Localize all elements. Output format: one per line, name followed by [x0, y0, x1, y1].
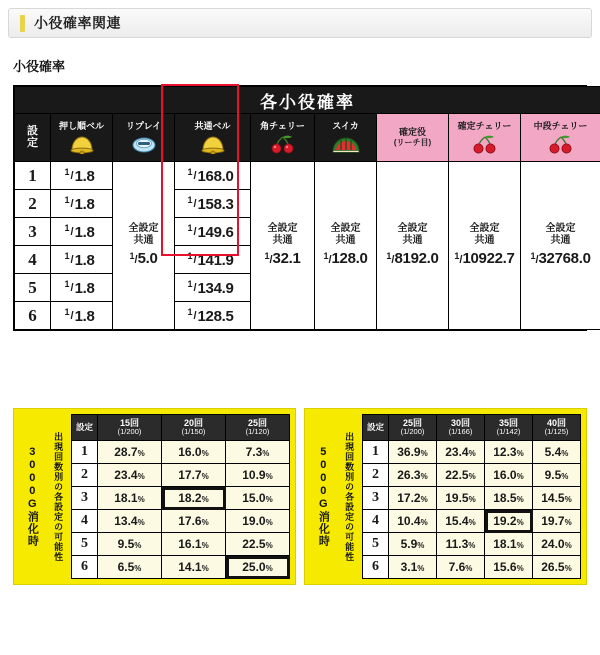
percent-sign: % [266, 518, 273, 527]
cell-value [389, 487, 437, 510]
header-col-25 [226, 415, 290, 441]
percent-sign: % [266, 495, 273, 504]
cell-value [485, 533, 533, 556]
fraction-numerator: 1 [129, 251, 134, 261]
replay-icon [113, 132, 174, 154]
table-row [363, 533, 581, 556]
value: 17.2 [397, 491, 420, 505]
percent-sign: % [561, 472, 568, 481]
cell-value [162, 464, 226, 487]
cell-kakutei-cherry-allset: 全設定 共通 1/10922.7 [449, 162, 521, 330]
cell-value [533, 441, 581, 464]
row-setting: 3 [363, 487, 389, 510]
fraction-numerator: 1 [264, 251, 269, 261]
cell-value-highlighted [485, 510, 533, 533]
value: 18.1 [114, 491, 137, 505]
cell-suika-allset: 全設定 共通 1/128.0 [315, 162, 377, 330]
section-heading: 小役確率 [13, 56, 600, 75]
percent-sign: % [517, 564, 524, 573]
header-setting [15, 114, 51, 162]
percent-sign: % [421, 449, 428, 458]
fraction-denominator: 1.8 [75, 280, 95, 297]
row-setting: 6 [363, 556, 389, 579]
header-col-sublabel: (1/142) [486, 428, 531, 437]
percent-sign: % [138, 518, 145, 527]
percent-sign: % [134, 541, 141, 550]
percent-sign: % [517, 495, 524, 504]
percent-sign: % [468, 541, 475, 550]
percent-sign: % [565, 541, 572, 550]
possibility-panels [13, 408, 587, 585]
fraction-denominator: 134.9 [198, 280, 234, 297]
cell-value [533, 487, 581, 510]
header-setting-label: 設 定 [27, 125, 38, 149]
panel-3000g-vlabel: 3000G消化時 [19, 414, 45, 579]
cell-value [437, 441, 485, 464]
value: 17.7 [178, 468, 201, 482]
value: 26.5 [541, 560, 564, 574]
cell-value [98, 487, 162, 510]
header-col-chuudan-cherry [521, 114, 600, 162]
value: 13.4 [114, 514, 137, 528]
fraction-numerator: 1 [323, 251, 328, 261]
table-header-row [363, 415, 581, 441]
value: 36.9 [397, 445, 420, 459]
cell-value [98, 464, 162, 487]
fraction-numerator: 1 [64, 279, 69, 289]
fraction-numerator: 1 [530, 251, 535, 261]
value: 24.0 [541, 537, 564, 551]
table-row [363, 464, 581, 487]
fraction-numerator: 1 [64, 167, 69, 177]
header-col-suika [315, 114, 377, 162]
table-row [363, 510, 581, 533]
cell-value [437, 510, 485, 533]
fraction-denominator: 158.3 [198, 196, 234, 213]
value: 23.4 [114, 468, 137, 482]
header-col-label: 中段チェリー [521, 121, 600, 131]
percent-sign: % [202, 449, 209, 458]
value: 14.5 [541, 491, 564, 505]
allset-label: 全設定 共通 [377, 223, 448, 246]
cell-value [226, 487, 290, 510]
table-row [72, 441, 290, 464]
percent-sign: % [469, 518, 476, 527]
fraction-denominator: 1.8 [75, 308, 95, 325]
header-col-sublabel: (1/120) [227, 428, 288, 437]
fraction-numerator: 1 [454, 251, 459, 261]
header-col-label: スイカ [315, 121, 376, 131]
small-role-probability-table [13, 85, 587, 331]
value: 18.1 [493, 537, 516, 551]
cell-value [162, 441, 226, 464]
table-row [72, 464, 290, 487]
fraction-denominator: 1.8 [75, 252, 95, 269]
value: 16.0 [178, 445, 201, 459]
cell-kyoutsu-bell: 1 / 134.9 [175, 274, 251, 302]
header-col-label: 30回 [451, 418, 470, 428]
header-setting: 設定 [72, 415, 98, 441]
fraction-denominator: 168.0 [198, 168, 234, 185]
percent-sign: % [202, 518, 209, 527]
fraction-denominator: 1.8 [75, 196, 95, 213]
table-title-row [15, 87, 600, 114]
row-setting: 5 [15, 274, 51, 302]
cell-value [226, 441, 290, 464]
percent-sign: % [202, 495, 209, 504]
value: 10.9 [242, 468, 265, 482]
fraction-numerator: 1 [64, 223, 69, 233]
percent-sign: % [465, 564, 472, 573]
cell-value [98, 556, 162, 579]
bell-icon [175, 132, 250, 154]
cell-value [98, 533, 162, 556]
percent-sign: % [565, 495, 572, 504]
row-setting: 1 [15, 162, 51, 190]
value: 18.2 [178, 491, 201, 505]
header-col-30 [437, 415, 485, 441]
value: 19.7 [541, 514, 564, 528]
header-col-kakutei-cherry [449, 114, 521, 162]
header-col-label: 共通ベル [175, 121, 250, 131]
cell-value [389, 441, 437, 464]
cell-value [485, 487, 533, 510]
header-col-sublabel: (リーチ目) [377, 139, 448, 148]
fraction-denominator: 5.0 [138, 250, 158, 267]
table-row [363, 487, 581, 510]
fraction-denominator: 10922.7 [462, 250, 514, 267]
cell-value [389, 556, 437, 579]
percent-sign: % [266, 472, 273, 481]
cell-value [389, 533, 437, 556]
fraction-numerator: 1 [64, 195, 69, 205]
header-col-15 [98, 415, 162, 441]
cell-kyoutsu-bell: 1 / 158.3 [175, 190, 251, 218]
header-col-label: 15回 [120, 418, 139, 428]
value: 22.5 [445, 468, 468, 482]
row-setting: 3 [72, 487, 98, 510]
header-col-kyoutsu-bell [175, 114, 251, 162]
percent-sign: % [421, 472, 428, 481]
row-setting: 2 [363, 464, 389, 487]
header-col-label: 確定役 [377, 127, 448, 137]
panel-5000g [304, 408, 587, 585]
value: 28.7 [114, 445, 137, 459]
cell-kado-cherry-allset: 全設定 共通 1/32.1 [251, 162, 315, 330]
value: 23.4 [445, 445, 468, 459]
cell-value-highlighted [226, 556, 290, 579]
header-col-label: 25回 [248, 418, 267, 428]
cell-value [162, 533, 226, 556]
cell-value [485, 464, 533, 487]
percent-sign: % [202, 564, 209, 573]
table-header-row [72, 415, 290, 441]
header-col-25 [389, 415, 437, 441]
page-header [8, 8, 592, 38]
allset-label: 全設定 共通 [449, 223, 520, 246]
percent-sign: % [469, 449, 476, 458]
fraction-denominator: 1.8 [75, 224, 95, 241]
value: 25.0 [242, 560, 265, 574]
fraction-numerator: 1 [187, 167, 192, 177]
fraction-numerator: 1 [187, 279, 192, 289]
value: 15.6 [493, 560, 516, 574]
cell-value [226, 464, 290, 487]
header-col-sublabel: (1/150) [163, 428, 224, 437]
percent-sign: % [469, 472, 476, 481]
cell-value [437, 464, 485, 487]
cell-kakutei-yaku-allset: 全設定 共通 1/8192.0 [377, 162, 449, 330]
percent-sign: % [517, 449, 524, 458]
percent-sign: % [266, 564, 273, 573]
cell-value [437, 556, 485, 579]
row-setting: 5 [363, 533, 389, 556]
cell-value [533, 533, 581, 556]
header-col-label: 押し順ベル [51, 121, 112, 131]
cell-value [533, 556, 581, 579]
table-row [72, 533, 290, 556]
header-col-label: 35回 [499, 418, 518, 428]
fraction-numerator: 1 [187, 251, 192, 261]
value: 19.0 [242, 514, 265, 528]
cell-oshijun-bell: 1 / 1.8 [51, 274, 113, 302]
cell-kyoutsu-bell: 1 / 128.5 [175, 302, 251, 330]
value: 15.0 [242, 491, 265, 505]
header-col-kakutei-yaku [377, 114, 449, 162]
fraction-denominator: 128.5 [198, 308, 234, 325]
main-table [14, 86, 600, 330]
table-title: 各小役確率 [15, 87, 600, 114]
header-setting: 設定 [363, 415, 389, 441]
page-root [0, 8, 600, 655]
header-col-label: 角チェリー [251, 121, 314, 131]
percent-sign: % [517, 541, 524, 550]
allset-label: 全設定 共通 [113, 223, 174, 246]
table-5000g [362, 414, 581, 579]
value: 22.5 [242, 537, 265, 551]
value: 26.3 [397, 468, 420, 482]
row-setting: 4 [363, 510, 389, 533]
cell-value [98, 510, 162, 533]
cell-oshijun-bell: 1 / 1.8 [51, 302, 113, 330]
table-row [363, 441, 581, 464]
row-setting: 4 [15, 246, 51, 274]
cell-kyoutsu-bell: 1 / 168.0 [175, 162, 251, 190]
cell-value [389, 510, 437, 533]
value: 19.5 [445, 491, 468, 505]
header-col-replay [113, 114, 175, 162]
header-col-label: リプレイ [113, 121, 174, 131]
allset-label: 全設定 共通 [521, 223, 600, 246]
row-setting: 2 [15, 190, 51, 218]
table-row [72, 556, 290, 579]
cell-value [533, 464, 581, 487]
value: 5.4 [545, 445, 562, 459]
cell-oshijun-bell: 1 / 1.8 [51, 246, 113, 274]
fraction-denominator: 128.0 [332, 250, 368, 267]
percent-sign: % [266, 541, 273, 550]
cell-replay-allset: 全設定 共通 1/5.0 [113, 162, 175, 330]
header-col-sublabel: (1/200) [99, 428, 160, 437]
allset-label: 全設定 共通 [315, 223, 376, 246]
value: 5.9 [401, 537, 418, 551]
value: 7.3 [246, 445, 263, 459]
header-col-sublabel: (1/166) [438, 428, 483, 437]
header-col-40 [533, 415, 581, 441]
header-col-oshijun-bell [51, 114, 113, 162]
watermelon-icon [315, 132, 376, 154]
header-col-kado-cherry [251, 114, 315, 162]
cell-kyoutsu-bell: 1 / 141.9 [175, 246, 251, 274]
percent-sign: % [134, 564, 141, 573]
panel-5000g-vlabel-sub: 出現回数別の各設定の可能性 [336, 414, 362, 579]
percent-sign: % [561, 449, 568, 458]
cell-value [485, 441, 533, 464]
cell-value [226, 533, 290, 556]
percent-sign: % [138, 449, 145, 458]
row-setting: 4 [72, 510, 98, 533]
cherry-icon [449, 132, 520, 154]
value: 9.5 [118, 537, 135, 551]
value: 14.1 [178, 560, 201, 574]
fraction-numerator: 1 [64, 251, 69, 261]
cell-chuudan-cherry-allset: 全設定 共通 1/32768.0 [521, 162, 600, 330]
fraction-denominator: 149.6 [198, 224, 234, 241]
percent-sign: % [202, 541, 209, 550]
fraction-denominator: 32.1 [273, 250, 301, 267]
value: 17.6 [178, 514, 201, 528]
cell-value [533, 510, 581, 533]
row-setting: 5 [72, 533, 98, 556]
percent-sign: % [517, 518, 524, 527]
fraction-denominator: 32768.0 [539, 250, 591, 267]
value: 7.6 [449, 560, 466, 574]
header-accent-bar [20, 15, 25, 32]
percent-sign: % [565, 518, 572, 527]
value: 16.0 [493, 468, 516, 482]
value: 12.3 [493, 445, 516, 459]
cell-oshijun-bell: 1 / 1.8 [51, 218, 113, 246]
panel-5000g-vlabel: 5000G消化時 [310, 414, 336, 579]
percent-sign: % [469, 495, 476, 504]
page-title: 小役確率関連 [34, 13, 121, 33]
fraction-denominator: 1.8 [75, 168, 95, 185]
fraction-numerator: 1 [64, 307, 69, 317]
percent-sign: % [262, 449, 269, 458]
percent-sign: % [421, 495, 428, 504]
cherry-icon [251, 132, 314, 154]
row-setting: 1 [363, 441, 389, 464]
header-col-label: 40回 [547, 418, 566, 428]
cell-oshijun-bell: 1 / 1.8 [51, 190, 113, 218]
cell-value [226, 510, 290, 533]
header-col-35 [485, 415, 533, 441]
value: 18.5 [493, 491, 516, 505]
header-col-sublabel: (1/125) [534, 428, 579, 437]
row-setting: 3 [15, 218, 51, 246]
cell-value [485, 556, 533, 579]
value: 15.4 [445, 514, 468, 528]
fraction-numerator: 1 [187, 307, 192, 317]
cell-kyoutsu-bell: 1 / 149.6 [175, 218, 251, 246]
row-setting: 1 [72, 441, 98, 464]
row-setting: 2 [72, 464, 98, 487]
row-setting: 6 [72, 556, 98, 579]
table-row [15, 162, 600, 190]
fraction-numerator: 1 [386, 251, 391, 261]
cell-value [162, 510, 226, 533]
cell-value [389, 464, 437, 487]
table-row [363, 556, 581, 579]
value: 9.5 [545, 468, 562, 482]
percent-sign: % [202, 472, 209, 481]
header-col-label: 20回 [184, 418, 203, 428]
value: 6.5 [118, 560, 135, 574]
header-col-label: 25回 [403, 418, 422, 428]
table-3000g [71, 414, 290, 579]
percent-sign: % [138, 472, 145, 481]
cell-value [162, 556, 226, 579]
panel-3000g-vlabel-sub: 出現回数別の各設定の可能性 [45, 414, 71, 579]
fraction-denominator: 8192.0 [394, 250, 438, 267]
value: 3.1 [401, 560, 418, 574]
bell-icon [51, 132, 112, 154]
table-row [72, 487, 290, 510]
table-row [72, 510, 290, 533]
cell-value [437, 487, 485, 510]
cell-value [98, 441, 162, 464]
panel-3000g [13, 408, 296, 585]
header-col-label: 確定チェリー [449, 121, 520, 131]
row-setting: 6 [15, 302, 51, 330]
value: 11.3 [446, 537, 469, 551]
cell-value [437, 533, 485, 556]
value: 19.2 [493, 514, 516, 528]
cell-value-highlighted [162, 487, 226, 510]
percent-sign: % [417, 564, 424, 573]
percent-sign: % [417, 541, 424, 550]
cell-oshijun-bell: 1 / 1.8 [51, 162, 113, 190]
header-col-20 [162, 415, 226, 441]
fraction-denominator: 141.9 [198, 252, 234, 269]
percent-sign: % [517, 472, 524, 481]
value: 16.1 [178, 537, 201, 551]
table-header-row [15, 114, 600, 162]
percent-sign: % [421, 518, 428, 527]
value: 10.4 [397, 514, 420, 528]
cherry-icon [521, 132, 600, 154]
fraction-numerator: 1 [187, 223, 192, 233]
allset-label: 全設定 共通 [251, 223, 314, 246]
percent-sign: % [138, 495, 145, 504]
header-col-sublabel: (1/200) [390, 428, 435, 437]
percent-sign: % [565, 564, 572, 573]
fraction-numerator: 1 [187, 195, 192, 205]
